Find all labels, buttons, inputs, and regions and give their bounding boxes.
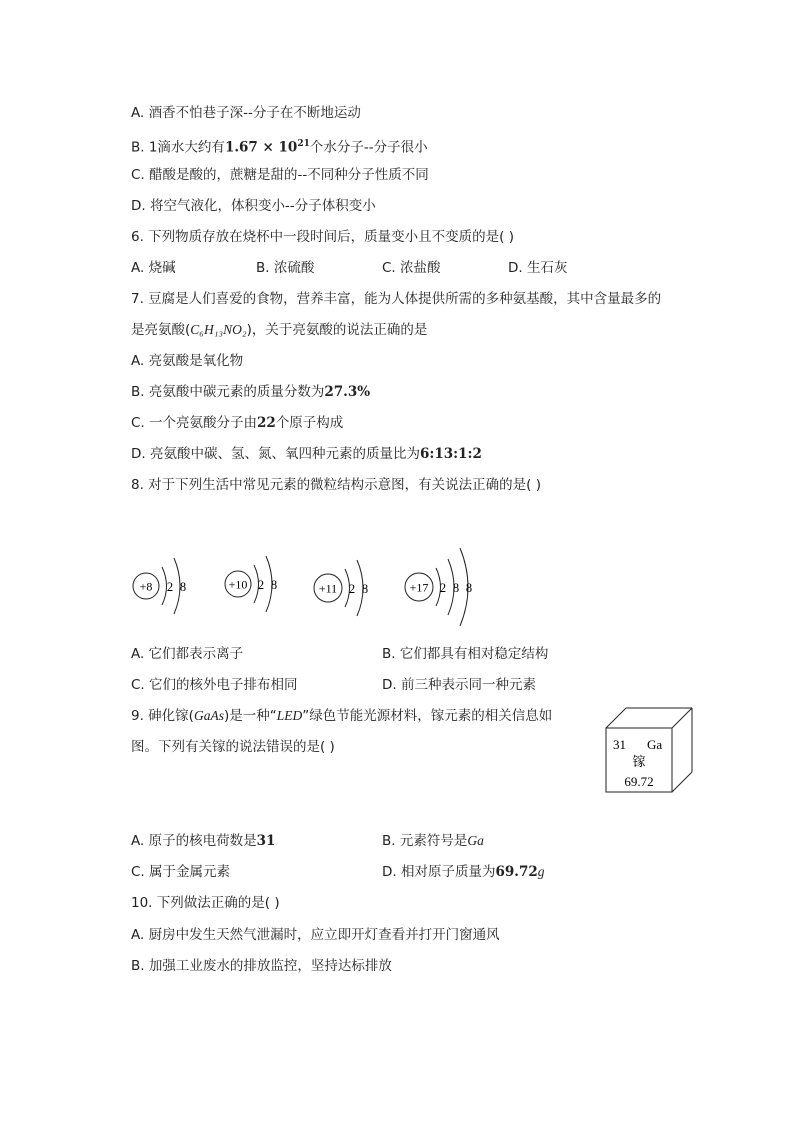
q5-option-c: C. 醋酸是酸的，蔗糖是甜的--不同种分子性质不同 xyxy=(131,167,429,183)
q6-option-a: A. 烧碱 xyxy=(131,260,176,276)
nucleus-charge: +11 xyxy=(318,581,338,596)
shell-electron-count: 2 xyxy=(348,582,356,596)
q10-option-a: A. 厨房中发生天然气泄漏时，应立即开灯查看并打开门窗通风 xyxy=(131,927,500,943)
q5-option-b-exponent: 21 xyxy=(297,139,310,149)
q10-option-b: B. 加强工业废水的排放监控，坚持达标排放 xyxy=(131,958,392,974)
shell-electron-count: 8 xyxy=(465,581,473,595)
element-symbol: Ga xyxy=(647,737,663,752)
nucleus-charge: +10 xyxy=(228,577,248,592)
atomic-number: 31 xyxy=(613,737,626,752)
q7-option-c-value: 22 xyxy=(257,415,276,431)
q6-stem: 6. 下列物质存放在烧杯中一段时间后，质量变小且不变质的是( ) xyxy=(131,229,514,245)
q7-stem-text: 是亮氨酸( xyxy=(131,322,191,338)
atom-diagram-sodium xyxy=(314,560,368,616)
q8-option-c: C. 它们的核外电子排布相同 xyxy=(131,677,298,693)
q6-option-b: B. 浓硫酸 xyxy=(256,260,315,276)
q5-option-b-text-end: 个水分子--分子很小 xyxy=(309,139,428,156)
q7-stem-line1: 7. 豆腐是人们喜爱的食物，营养丰富，能为人体提供所需的多种氨基酸，其中含量最多的 xyxy=(131,291,662,307)
gallium-element-card xyxy=(606,708,692,792)
q5-option-b-text: B. 1滴水大约有 xyxy=(131,139,225,156)
shell-electron-count: 2 xyxy=(439,581,447,595)
q6-option-c: C. 浓盐酸 xyxy=(382,260,441,276)
q9-stem-line1 xyxy=(131,707,552,725)
shell-electron-count: 8 xyxy=(452,581,460,595)
led-term: LED xyxy=(276,708,303,723)
leucine-formula: C₆H₁₃NO₂ xyxy=(190,322,247,337)
q9-stem-text: 9. 砷化镓( xyxy=(131,708,194,724)
q9-stem-text-mid: )是一种“ xyxy=(223,708,277,724)
shell-electron-count: 8 xyxy=(179,580,187,594)
q9-option-a-text: A. 原子的核电荷数是 xyxy=(131,833,257,849)
q6-option-d: D. 生石灰 xyxy=(508,260,568,276)
q7-option-d-text: D. 亮氨酸中碳、氢、氮、氧四种元素的质量比为 xyxy=(131,446,420,462)
q9-option-c: C. 属于金属元素 xyxy=(131,864,231,880)
nucleus-charge: +8 xyxy=(139,579,153,594)
q7-option-c-text-end: 个原子构成 xyxy=(275,415,344,431)
q9-option-b-value: Ga xyxy=(467,833,484,848)
q5-option-d: D. 将空气液化，体积变小--分子体积变小 xyxy=(131,198,376,214)
q10-stem: 10. 下列做法正确的是( ) xyxy=(131,895,280,911)
q9-stem-text-end: ”绿色节能光源材料，镓元素的相关信息如 xyxy=(302,708,553,724)
q7-option-c-text: C. 一个亮氨酸分子由 xyxy=(131,415,258,431)
shell-electron-count: 2 xyxy=(257,578,265,592)
q7-option-d-value: 6:13:1:2 xyxy=(419,446,482,462)
q9-option-d-unit: g xyxy=(537,864,545,879)
gallium-arsenide-formula: GaAs xyxy=(193,708,224,723)
q8-option-a: A. 它们都表示离子 xyxy=(131,646,244,662)
q9-option-d-text: D. 相对原子质量为 xyxy=(382,864,496,880)
q8-stem: 8. 对于下列生活中常见元素的微粒结构示意图，有关说法正确的是( ) xyxy=(131,477,541,493)
atom-diagram-neon xyxy=(225,556,277,612)
q9-option-a xyxy=(131,832,275,850)
q9-option-d xyxy=(382,863,545,881)
q7-option-b-text: B. 亮氨酸中碳元素的质量分数为 xyxy=(131,384,325,400)
q7-option-a: A. 亮氨酸是氧化物 xyxy=(131,353,244,369)
atomic-mass: 69.72 xyxy=(624,774,654,789)
atom-diagram-chlorine xyxy=(405,548,472,626)
q9-option-b-text: B. 元素符号是 xyxy=(382,833,468,849)
nucleus-charge: +17 xyxy=(409,580,429,595)
q9-option-d-value: 69.72 xyxy=(495,864,538,880)
atom-diagram-oxygen xyxy=(133,558,186,614)
q7-stem-text-end: )，关于亮氨酸的说法正确的是 xyxy=(246,322,428,338)
q5-option-b-number: 1.67 × 10 xyxy=(224,139,298,156)
q9-stem-line2: 图。下列有关镓的说法错误的是( ) xyxy=(131,739,335,755)
q8-option-b: B. 它们都具有相对稳定结构 xyxy=(382,646,549,662)
shell-electron-count: 8 xyxy=(361,582,369,596)
q9-option-b xyxy=(382,832,484,850)
q5-option-a: A. 酒香不怕巷子深--分子在不断地运动 xyxy=(131,105,361,121)
shell-electron-count: 8 xyxy=(270,578,278,592)
q8-option-d: D. 前三种表示同一种元素 xyxy=(382,677,536,693)
element-name: 镓 xyxy=(632,755,646,770)
shell-electron-count: 2 xyxy=(166,580,174,594)
q9-option-a-value: 31 xyxy=(256,833,276,849)
q7-option-b-value: 27.3% xyxy=(324,384,371,400)
